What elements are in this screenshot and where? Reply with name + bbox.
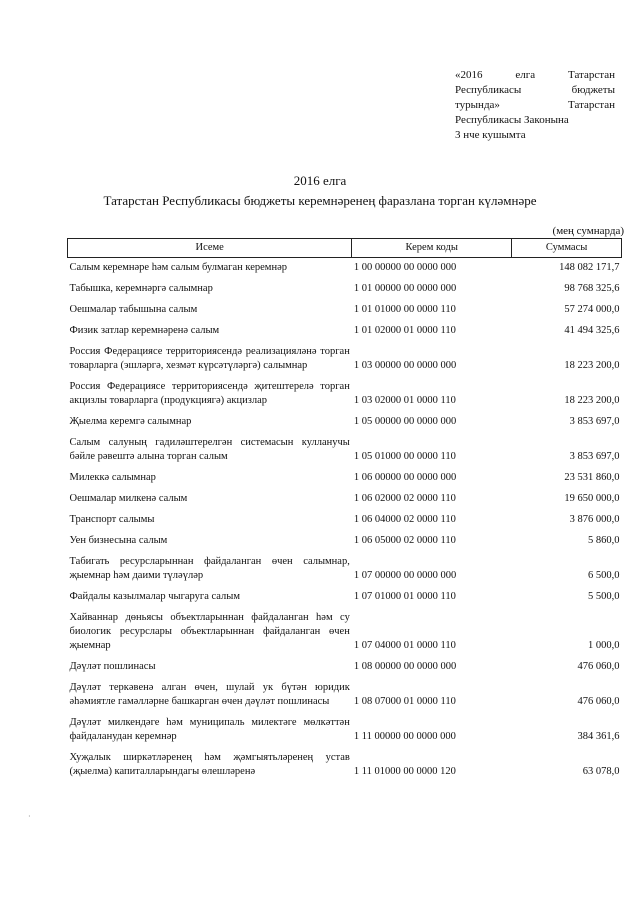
annex-line-2: Республикасы бюджеты [455, 84, 615, 96]
row-name: Салым салуның гадиләштерелгән системасын кулланучы бәйле рәвештә алына торган салым [69, 437, 350, 462]
table-header-row [68, 239, 622, 258]
row-sum: 23 531 860,0 [564, 472, 620, 483]
row-sum: 18 223 200,0 [564, 360, 620, 371]
row-code: 1 08 07000 01 0000 110 [353, 696, 456, 707]
revenue-table [67, 238, 622, 783]
row-sum: 476 060,0 [577, 661, 620, 672]
annex-line-4: Республикасы Законына [455, 114, 569, 126]
table-row [68, 748, 622, 783]
table-row [68, 468, 622, 489]
row-code: 1 11 00000 00 0000 000 [353, 731, 456, 742]
table-row [68, 433, 622, 468]
row-name: Хуҗалык ширкәтләренең һәм җәмгыятьләренең устав (җыелма) капиталларындагы өлешләренә [69, 752, 350, 777]
row-code: 1 06 05000 02 0000 110 [353, 535, 456, 546]
row-sum: 3 876 000,0 [569, 514, 620, 525]
row-sum: 57 274 000,0 [564, 304, 620, 315]
row-code: 1 07 04000 01 0000 110 [353, 640, 456, 651]
row-name: Россия Федерациясе территориясендә җитештерелә торган акцизлы товарларга (продукциягә) акцизлар [69, 381, 350, 406]
row-name: Табигать ресурсларыннан файдаланган өчен салымнар, җыемнар һәм даими түләүләр [69, 556, 350, 581]
units-note: (мең сумнарда) [552, 225, 624, 237]
row-sum: 41 494 325,6 [564, 325, 620, 336]
row-sum: 5 500,0 [588, 591, 620, 602]
header-code: Керем коды [352, 239, 512, 258]
row-sum: 98 768 325,6 [564, 283, 620, 294]
row-code: 1 07 00000 00 0000 000 [353, 570, 457, 581]
row-code: 1 01 01000 00 0000 110 [353, 304, 456, 315]
row-name: Салым керемнәре һәм салым булмаган керемнәр [69, 262, 287, 273]
row-name: Оешмалар табышына салым [69, 304, 198, 315]
table-row [68, 279, 622, 300]
row-name: Транспорт салымы [69, 514, 155, 525]
row-name: Табышка, керемнәргә салымнар [69, 283, 213, 294]
row-code: 1 03 00000 00 0000 000 [353, 360, 457, 371]
row-name: Милеккә салымнар [69, 472, 156, 483]
row-name: Физик затлар керемнәренә салым [69, 325, 220, 336]
row-code: 1 11 01000 00 0000 120 [353, 766, 456, 777]
row-code: 1 06 04000 02 0000 110 [353, 514, 456, 525]
row-sum: 1 000,0 [588, 640, 620, 651]
row-code: 1 06 00000 00 0000 000 [353, 472, 457, 483]
row-code: 1 01 02000 01 0000 110 [353, 325, 456, 336]
table-row [68, 587, 622, 608]
row-code: 1 01 00000 00 0000 000 [353, 283, 457, 294]
table-row [68, 412, 622, 433]
table-row [68, 300, 622, 321]
row-sum: 18 223 200,0 [564, 395, 620, 406]
annex-line-5: 3 нче кушымта [455, 129, 526, 141]
row-code: 1 03 02000 01 0000 110 [353, 395, 456, 406]
row-code: 1 06 02000 02 0000 110 [353, 493, 456, 504]
document-title: Татарстан Республикасы бюджеты керемнәренең фаразлана торган күләмнәре [103, 193, 537, 208]
row-name: Файдалы казылмалар чыгаруга салым [69, 591, 240, 602]
table-row [68, 713, 622, 748]
header-sum: Суммасы [512, 239, 622, 258]
annex-note [455, 68, 615, 143]
row-sum: 6 500,0 [588, 570, 620, 581]
row-name: Уен бизнесына салым [69, 535, 168, 546]
row-sum: 5 860,0 [588, 535, 620, 546]
table-row [68, 678, 622, 713]
row-sum: 63 078,0 [582, 766, 620, 777]
row-code: 1 05 01000 00 0000 110 [353, 451, 456, 462]
table-row [68, 489, 622, 510]
row-sum: 148 082 171,7 [559, 262, 620, 273]
table-row [68, 321, 622, 342]
row-name: Дәүләт милкендәге һәм муниципаль милектәге мөлкәттән файдаланудан керемнәр [69, 717, 350, 742]
row-name: Дәүләт теркәвенә алган өчен, шулай ук бүтән юридик әһәмиятле гамәлләрне башкарган өчен дәүләт пошлинасы [69, 682, 350, 707]
row-code: 1 08 00000 00 0000 000 [353, 661, 457, 672]
document-year: 2016 елга [293, 173, 347, 188]
row-name: Оешмалар милкенә салым [69, 493, 188, 504]
row-sum: 3 853 697,0 [569, 451, 620, 462]
row-code: 1 00 00000 00 0000 000 [353, 262, 457, 273]
row-name: Россия Федерациясе территориясендә реализацияләнә торган товарларга (эшләргә, хезмәт күрсәтүләргә) салымнар [69, 346, 350, 371]
row-sum: 19 650 000,0 [564, 493, 620, 504]
header-name: Исеме [68, 239, 352, 258]
row-name: Хайваннар дөньясы объектларыннан файдаланган һәм су биологик ресурслары объектларыннан файдаланган өчен җыемнар [69, 612, 350, 651]
table-row [68, 608, 622, 657]
row-name: Дәүләт пошлинасы [69, 661, 156, 672]
row-sum: 3 853 697,0 [569, 416, 620, 427]
margin-mark: · [28, 812, 31, 821]
row-name: Җыелма керемгә салымнар [69, 416, 192, 427]
row-code: 1 05 00000 00 0000 000 [353, 416, 457, 427]
table-row [68, 552, 622, 587]
row-sum: 476 060,0 [577, 696, 620, 707]
table-row [68, 377, 622, 412]
row-code: 1 07 01000 01 0000 110 [353, 591, 456, 602]
table-row [68, 531, 622, 552]
annex-line-3: турында» Татарстан [455, 99, 615, 111]
table-row [68, 258, 622, 280]
table-row [68, 342, 622, 377]
table-row [68, 510, 622, 531]
annex-line-1: «2016 елга Татарстан [455, 69, 615, 81]
row-sum: 384 361,6 [577, 731, 620, 742]
table-row [68, 657, 622, 678]
